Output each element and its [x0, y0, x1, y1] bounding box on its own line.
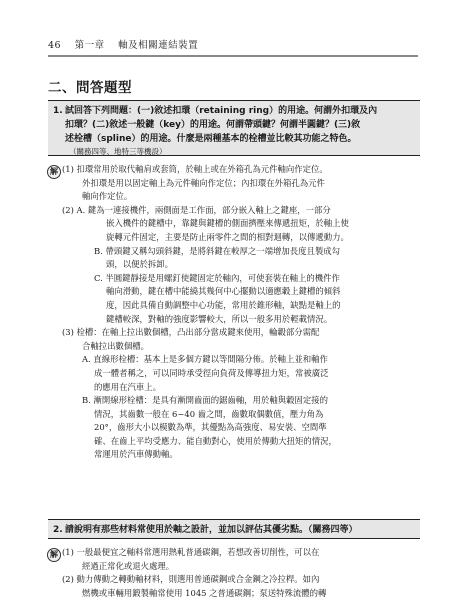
answer-1 [62, 163, 420, 462]
question-line: 扣環？(二)敘述一般鍵（key）的用途。何謂帶頭鍵？何謂半圓鍵？(三)敘 [65, 120, 361, 130]
answer-line: 軸向滑動，鍵在槽中能繞其幾何中心擺動以適應轂上鍵槽的傾斜 [106, 286, 341, 297]
question-line: 2. 請說明有那些材料常使用於軸之設計，並加以評估其優劣點。（關務四等） [53, 525, 358, 535]
answer-line: 經過正常化或退火處理。 [82, 560, 175, 571]
header-rule [48, 55, 418, 57]
answer-line: (1) 扣環常用於取代軸肩或套筒，於軸上或在外箱孔為元件軸向作定位。 [62, 164, 328, 174]
answer-icon: 解 [47, 165, 61, 179]
answer-line: (2) A. 鍵為一連接機件，兩側面是工作面，部分嵌入軸上之鍵座，一部分 [62, 204, 331, 215]
question-number: 1. [53, 106, 63, 116]
chapter-title: 軸及相關連結裝置 [118, 40, 199, 51]
answer-line: 燃機或車輛用鍛製軸常使用 1045 之普通碳鋼；泵送特殊流體的轉 [82, 587, 327, 598]
question-source: （關務四等、地特三等機設） [69, 147, 167, 156]
answer-line: 嵌入機件的鍵槽中，靠鍵與鍵槽的側面擠壓來傳遞扭矩，於軸上使 [106, 218, 349, 229]
answer-line: B. 漸開線形栓槽：是具有漸開齒面的鋸齒軸，用於軸與轂固定接的 [82, 395, 328, 406]
answer-line: 確、在齒上平均受應力、能自動對心，使用於傳動大扭矩的情況， [94, 435, 337, 446]
answer-line: 軸向作定位。 [82, 191, 133, 202]
answer-line: 成一體者稱之，可以同時承受徑向負荷及傳導扭力矩，常被廣泛 [94, 367, 329, 378]
answer-line: 旋轉元件固定，主要是防止兩零件之間的相對迴轉，以傳遞動力。 [106, 231, 349, 242]
answer-2 [62, 546, 420, 600]
answer-line: 常運用於汽車傳動軸。 [94, 449, 178, 460]
answer-line: 合軸拉出數個槽。 [82, 340, 149, 351]
question-box-2 [48, 519, 420, 539]
question-line: 述栓槽（spline）的用途。什麼是兩種基本的栓槽並比較其功能之特色。 [65, 134, 357, 144]
answer-line: (2) 動力傳動之轉動軸材料，則選用普通碳鋼或合金鋼之冷拉桿。如內 [62, 574, 320, 585]
answer-line: (1) 一般最便宜之軸料常選用熱軋普通碳鋼，若想改善切削性，可以在 [62, 547, 320, 557]
page-number: 46 [48, 40, 62, 51]
answer-line: A. 直線形栓槽：基本上是多個方鍵以等間隔分佈。於軸上並和軸作 [82, 354, 328, 365]
answer-line: 鍵槽較深，對軸的強度影響較大，所以一般多用於輕載情況。 [106, 313, 333, 324]
answer-line: C. 半圓鍵靜接是用螺釘使鍵固定於軸內，可使套裝在軸上的機件作 [94, 272, 340, 283]
answer-icon: 解 [47, 548, 61, 562]
question-line: 1. 試回答下列問題：(一)敘述扣環（retaining ring）的用途。何謂外扣環及內 [53, 106, 378, 116]
chapter-label: 第一章 [74, 40, 105, 51]
section-title: 二、問答題型 [48, 80, 132, 96]
answer-line: 的應用在汽車上。 [94, 381, 161, 392]
answer-line: 外扣環是用以固定軸上為元件軸向作定位；內扣環在外箱孔為元件 [82, 177, 325, 188]
answer-line: (3) 栓槽：在軸上拉出數個槽，凸出部分當成鍵來使用，輪轂部分需配 [62, 327, 320, 338]
answer-line: 度，因此具備自動調整中心功能，常用於錐形軸，缺點是軸上的 [106, 299, 341, 310]
answer-line: 頭，以便於拆卸。 [106, 259, 173, 270]
answer-line: 20°，齒形大小以模數為準，其優點為高強度、易安裝、空間準 [94, 422, 327, 433]
question-number: 2. [53, 525, 63, 535]
answer-line: 情況，其齒數一般在 6~40 齒之間，齒數取偶數值，壓力角為 [94, 408, 324, 419]
answer-line: B. 帶頭鍵又稱勾頭斜鍵，是將斜鍵在較厚之一端增加長度且製成勾 [94, 245, 340, 256]
running-header [48, 37, 198, 51]
question-box-1 [48, 100, 420, 156]
